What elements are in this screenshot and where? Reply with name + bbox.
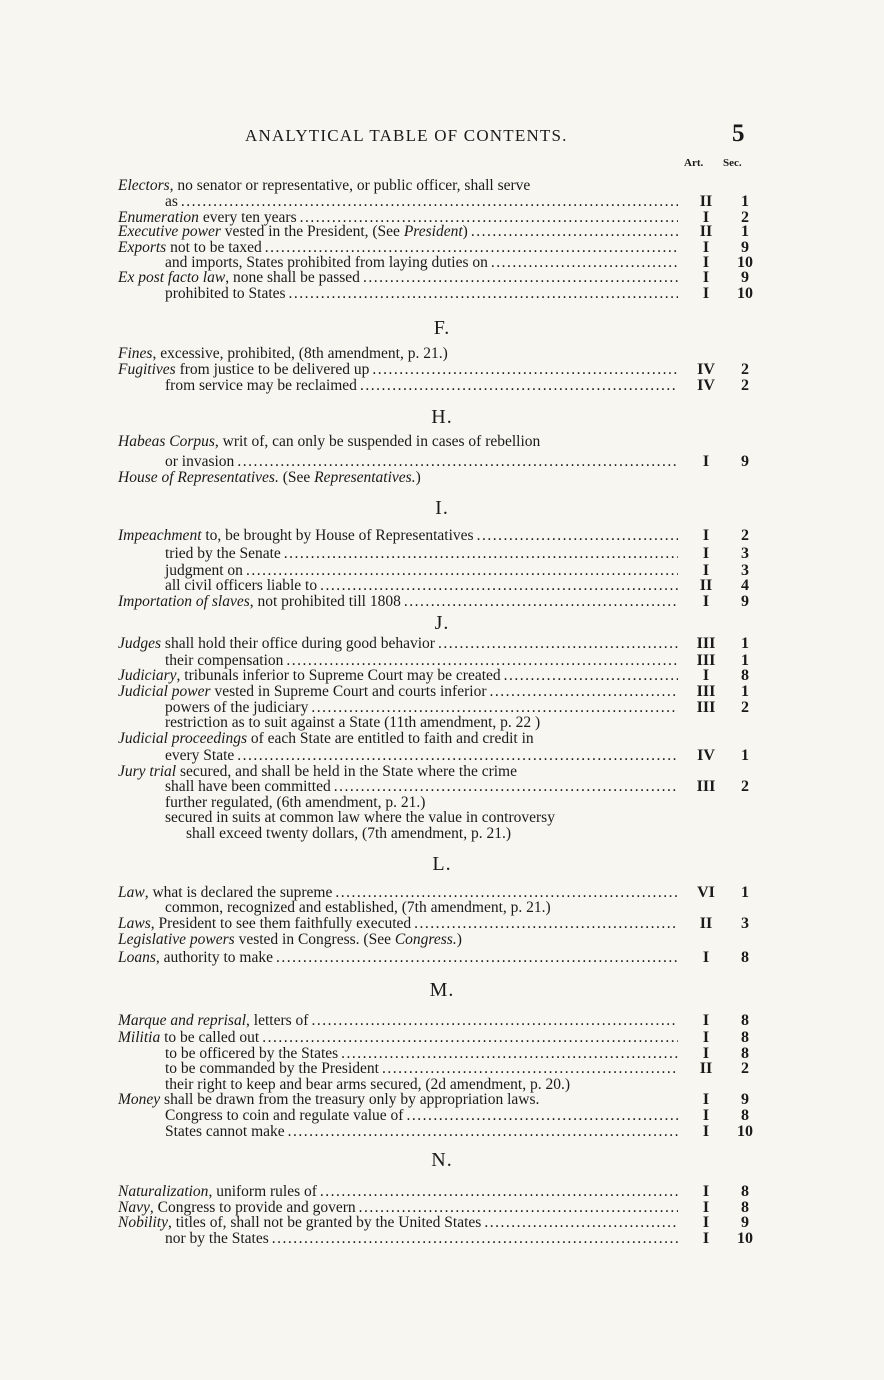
section-number: 2 — [741, 361, 749, 378]
entry-term: Electors — [118, 178, 170, 194]
section-number: 8 — [741, 667, 749, 684]
section-number: 8 — [741, 1107, 749, 1124]
entry-text — [0, 1092, 678, 1108]
entry-description: vested in Supreme Court and courts inferior — [210, 684, 487, 700]
article-number: I — [702, 1123, 710, 1140]
entry-description: and imports, States prohibited from laying duties on — [165, 255, 488, 271]
toc-entry-militia — [0, 1030, 884, 1046]
toc-entry-jury-4 — [0, 810, 884, 826]
entry-term: Marque and reprisal — [118, 1013, 247, 1029]
entry-text — [0, 563, 678, 579]
dot-leader — [471, 224, 678, 240]
entry-description: every ten years — [198, 210, 297, 226]
section-number: 9 — [741, 1091, 749, 1108]
dot-leader — [262, 1030, 678, 1046]
article-number: IV — [697, 747, 715, 764]
entry-description: to be commanded by the President — [165, 1061, 379, 1077]
entry-description: , tribunals inferior to Supreme Court may be created — [176, 668, 501, 684]
entry-cross-reference: President — [403, 224, 463, 240]
article-number: I — [702, 239, 710, 256]
entry-term: Judges — [118, 636, 162, 652]
entry-description: , President to see them faithfully executed — [150, 916, 412, 932]
toc-entry-habeas-2 — [0, 454, 884, 470]
dot-leader — [491, 255, 678, 271]
section-number: 1 — [741, 683, 749, 700]
toc-entry-fugitives-2 — [0, 378, 884, 394]
entry-description: common, recognized and established, (7th amendment, p. 21.) — [165, 900, 551, 916]
toc-entry-impeachment — [0, 528, 884, 544]
entry-description-end: ) — [462, 224, 468, 240]
article-number: III — [696, 683, 716, 700]
article-number: VI — [697, 884, 715, 901]
article-number: I — [702, 1107, 710, 1124]
entry-term: Money — [118, 1092, 161, 1108]
entry-text — [0, 1077, 678, 1093]
toc-entry-jury — [0, 764, 884, 780]
article-number: III — [696, 778, 716, 795]
toc-entry-nobility — [0, 1215, 884, 1231]
entry-text — [0, 916, 678, 932]
article-number: I — [702, 545, 710, 562]
dot-leader — [246, 563, 678, 579]
entry-description: further regulated, (6th amendment, p. 21.) — [165, 795, 426, 811]
article-number: I — [702, 1199, 710, 1216]
section-number: 1 — [741, 223, 749, 240]
section-number: 9 — [741, 593, 749, 610]
entry-text — [0, 378, 678, 394]
dot-leader — [438, 636, 678, 652]
section-number: 1 — [741, 884, 749, 901]
section-number: 1 — [741, 652, 749, 669]
entry-text — [0, 270, 678, 286]
entry-description: their right to keep and bear arms secured, (2d amendment, p. 20.) — [165, 1077, 571, 1093]
entry-term: Laws — [118, 916, 151, 932]
dot-leader — [334, 779, 678, 795]
dot-leader — [335, 885, 678, 901]
entry-description: shall be drawn from the treasury only by appropriation laws. — [160, 1092, 540, 1108]
entry-term: Impeachment — [118, 528, 202, 544]
entry-description: shall hold their office during good behavior — [161, 636, 435, 652]
entry-text — [0, 346, 678, 362]
toc-entry-naturalization — [0, 1184, 884, 1200]
entry-description-end: ) — [456, 932, 462, 948]
toc-entry-electors-2 — [0, 194, 884, 210]
entry-description: shall have been committed — [165, 779, 331, 795]
dot-leader — [311, 700, 678, 716]
entry-text — [0, 764, 678, 780]
entry-text — [0, 255, 678, 271]
entry-text — [0, 286, 678, 302]
section-number: 2 — [741, 209, 749, 226]
toc-entry-money-3 — [0, 1124, 884, 1140]
entry-term: Naturalization — [118, 1184, 209, 1200]
entry-description: , Congress to provide and govern — [149, 1200, 356, 1216]
toc-entry-impeachment-2 — [0, 546, 884, 562]
section-number: 1 — [741, 635, 749, 652]
section-number: 1 — [741, 193, 749, 210]
section-number: 2 — [741, 1060, 749, 1077]
entry-term: Fines — [118, 346, 153, 362]
entry-term: Judiciary — [118, 668, 177, 684]
entry-description: , not prohibited till 1808 — [249, 594, 401, 610]
entry-description: to be called out — [160, 1030, 260, 1046]
entry-text — [0, 826, 678, 842]
toc-entry-militia-2 — [0, 1046, 884, 1062]
entry-text — [0, 362, 678, 378]
entry-description: prohibited to States — [165, 286, 286, 302]
entry-description: from justice to be delivered up — [175, 362, 370, 378]
section-letter-m: M. — [429, 979, 455, 1001]
entry-description: as — [165, 194, 178, 210]
section-number: 9 — [741, 1214, 749, 1231]
article-number: I — [702, 527, 710, 544]
dot-leader — [289, 286, 678, 302]
article-number: I — [702, 1214, 710, 1231]
entry-description: nor by the States — [165, 1231, 269, 1247]
toc-entry-nobility-2 — [0, 1231, 884, 1247]
section-number: 2 — [741, 527, 749, 544]
toc-entry-impeachment-4 — [0, 578, 884, 594]
toc-entry-law — [0, 885, 884, 901]
dot-leader — [237, 748, 678, 764]
dot-leader — [265, 240, 678, 256]
entry-cross-reference: Representatives. — [314, 470, 416, 486]
dot-leader — [341, 1046, 678, 1062]
dot-leader — [489, 684, 678, 700]
toc-entry-militia-3 — [0, 1061, 884, 1077]
entry-text — [0, 224, 678, 240]
entry-term: Nobility — [118, 1215, 168, 1231]
entry-description: vested in the President, (See — [220, 224, 404, 240]
entry-text — [0, 779, 678, 795]
entry-text — [0, 700, 678, 716]
toc-entry-judges-2 — [0, 653, 884, 669]
section-number: 10 — [737, 1123, 753, 1140]
section-number: 2 — [741, 699, 749, 716]
entry-text — [0, 470, 678, 486]
toc-entry-judicial-proc — [0, 731, 884, 747]
article-number: III — [696, 699, 716, 716]
entry-text — [0, 636, 678, 652]
section-letter-n: N. — [431, 1149, 453, 1171]
entry-text — [0, 454, 678, 470]
page-number: 5 — [732, 120, 745, 147]
dot-leader — [320, 578, 678, 594]
dot-leader — [276, 950, 678, 966]
article-number: I — [702, 1029, 710, 1046]
entry-text — [0, 578, 678, 594]
toc-entry-electors-1 — [0, 178, 884, 194]
toc-entry-judicial-power — [0, 684, 884, 700]
dot-leader — [406, 1108, 678, 1124]
section-number: 2 — [741, 377, 749, 394]
section-number: 8 — [741, 1029, 749, 1046]
entry-text — [0, 1124, 678, 1140]
entry-term: Judicial proceedings — [118, 731, 247, 747]
entry-description: tried by the Senate — [165, 546, 281, 562]
toc-entry-law-2 — [0, 900, 884, 916]
entry-term: Ex post facto law — [118, 270, 226, 286]
entry-text — [0, 1215, 678, 1231]
entry-term: Law — [118, 885, 145, 901]
article-number: I — [702, 1045, 710, 1062]
entry-text — [0, 1030, 678, 1046]
entry-description: secured, and shall be held in the State where the crime — [176, 764, 517, 780]
entry-description: judgment on — [165, 563, 243, 579]
toc-entry-jury-5 — [0, 826, 884, 842]
entry-term: Fugitives — [118, 362, 176, 378]
entry-description: , authority to make — [155, 950, 273, 966]
entry-description: , letters of — [246, 1013, 309, 1029]
entry-description: shall exceed twenty dollars, (7th amendment, p. 21.) — [186, 826, 511, 842]
entry-term: Exports — [118, 240, 167, 256]
entry-text — [0, 668, 678, 684]
entry-text — [0, 810, 678, 826]
entry-text — [0, 795, 678, 811]
dot-leader — [284, 546, 678, 562]
toc-entry-jury-3 — [0, 795, 884, 811]
toc-entry-money-2 — [0, 1108, 884, 1124]
dot-leader — [359, 1200, 678, 1216]
dot-leader — [286, 653, 678, 669]
dot-leader — [288, 1124, 678, 1140]
article-number: I — [702, 1230, 710, 1247]
section-number: 10 — [737, 285, 753, 302]
toc-entry-judicial-proc-2 — [0, 748, 884, 764]
toc-entry-navy — [0, 1200, 884, 1216]
entry-description-end: ) — [415, 470, 421, 486]
article-number: I — [702, 1012, 710, 1029]
entry-term: Legislative powers — [118, 932, 235, 948]
entry-description: , uniform rules of — [208, 1184, 317, 1200]
dot-leader — [484, 1215, 678, 1231]
entry-text — [0, 715, 678, 731]
toc-entry-money — [0, 1092, 884, 1108]
toc-entry-laws — [0, 916, 884, 932]
article-number: IV — [697, 361, 715, 378]
dot-leader — [477, 528, 678, 544]
toc-entry-jury-2 — [0, 779, 884, 795]
section-number: 3 — [741, 545, 749, 562]
entry-text — [0, 1200, 678, 1216]
dot-leader — [311, 1013, 678, 1029]
entry-term: Jury trial — [118, 764, 177, 780]
section-number: 8 — [741, 949, 749, 966]
section-letter-i: I. — [435, 497, 449, 519]
section-number: 3 — [741, 562, 749, 579]
entry-description: their compensation — [165, 653, 284, 669]
entry-text — [0, 932, 678, 948]
toc-entry-marque — [0, 1013, 884, 1029]
article-number: I — [702, 453, 710, 470]
entry-description: to be officered by the States — [165, 1046, 339, 1062]
column-header-sec: Sec. — [723, 157, 742, 169]
entry-text — [0, 178, 678, 194]
entry-cross-reference: Congress. — [394, 932, 457, 948]
section-number: 10 — [737, 254, 753, 271]
toc-entry-executive-power — [0, 224, 884, 240]
entry-text — [0, 900, 678, 916]
entry-text — [0, 950, 678, 966]
section-letter-j: J. — [434, 612, 450, 634]
article-number: I — [702, 254, 710, 271]
section-letter-f: F. — [433, 317, 451, 339]
toc-entry-fugitives — [0, 362, 884, 378]
section-number: 1 — [741, 747, 749, 764]
entry-description: powers of the judiciary — [165, 700, 309, 716]
entry-text — [0, 1061, 678, 1077]
dot-leader — [382, 1061, 678, 1077]
entry-description: , none shall be passed — [225, 270, 360, 286]
entry-text — [0, 1231, 678, 1247]
article-number: I — [702, 1183, 710, 1200]
toc-entry-fines — [0, 346, 884, 362]
article-number: I — [702, 285, 710, 302]
entry-text — [0, 434, 678, 450]
entry-term: House of Representatives. — [118, 470, 279, 486]
entry-text — [0, 594, 678, 610]
dot-leader — [272, 1231, 678, 1247]
dot-leader — [237, 454, 678, 470]
entry-term: Habeas Corpus — [118, 434, 215, 450]
entry-text — [0, 684, 678, 700]
entry-text — [0, 1046, 678, 1062]
dot-leader — [504, 668, 678, 684]
entry-description: , titles of, shall not be granted by the United States — [167, 1215, 482, 1231]
toc-entry-exports-2 — [0, 255, 884, 271]
section-number: 9 — [741, 453, 749, 470]
section-number: 3 — [741, 915, 749, 932]
entry-text — [0, 1184, 678, 1200]
entry-text — [0, 546, 678, 562]
entry-text — [0, 653, 678, 669]
section-number: 8 — [741, 1183, 749, 1200]
section-number: 8 — [741, 1012, 749, 1029]
toc-entry-impeachment-3 — [0, 563, 884, 579]
dot-leader — [320, 1184, 678, 1200]
entry-text — [0, 1013, 678, 1029]
page-title: ANALYTICAL TABLE OF CONTENTS. — [245, 126, 568, 145]
entry-description: from service may be reclaimed — [165, 378, 357, 394]
article-number: I — [702, 209, 710, 226]
toc-entry-judicial-power-2 — [0, 700, 884, 716]
column-header-art: Art. — [684, 157, 704, 169]
article-number: II — [699, 193, 713, 210]
entry-text — [0, 885, 678, 901]
section-number: 8 — [741, 1199, 749, 1216]
entry-description: , no senator or representative, or public officer, shall serve — [169, 178, 531, 194]
entry-term: Enumeration — [118, 210, 199, 226]
section-number: 10 — [737, 1230, 753, 1247]
toc-entry-loans — [0, 950, 884, 966]
article-number: IV — [697, 377, 715, 394]
entry-text — [0, 731, 678, 747]
entry-description: or invasion — [165, 454, 235, 470]
entry-description: every State — [165, 748, 235, 764]
entry-text — [0, 240, 678, 256]
entry-description: vested in Congress. (See — [234, 932, 395, 948]
entry-description: secured in suits at common law where the value in controversy — [165, 810, 555, 826]
entry-text — [0, 1108, 678, 1124]
toc-entry-legislative — [0, 932, 884, 948]
article-number: III — [696, 635, 716, 652]
toc-entry-judicial-power-3 — [0, 715, 884, 731]
entry-description: , what is declared the supreme — [144, 885, 333, 901]
section-number: 4 — [741, 577, 749, 594]
page-header — [0, 120, 884, 156]
toc-entry-ex-post-facto — [0, 270, 884, 286]
section-number: 9 — [741, 239, 749, 256]
dot-leader — [372, 362, 678, 378]
toc-entry-house — [0, 470, 884, 486]
dot-leader — [360, 378, 678, 394]
entry-description: (See — [278, 470, 315, 486]
entry-description: of each State are entitled to faith and credit in — [247, 731, 534, 747]
article-number: III — [696, 652, 716, 669]
article-number: I — [702, 269, 710, 286]
entry-text — [0, 748, 678, 764]
entry-description: , writ of, can only be suspended in cases of rebellion — [214, 434, 541, 450]
entry-description: , excessive, prohibited, (8th amendment, p. 21.) — [152, 346, 448, 362]
article-number: I — [702, 562, 710, 579]
entry-term: Loans — [118, 950, 156, 966]
toc-entry-ex-post-facto-2 — [0, 286, 884, 302]
article-number: II — [699, 1060, 713, 1077]
article-number: I — [702, 667, 710, 684]
entry-description: Congress to coin and regulate value of — [165, 1108, 404, 1124]
entry-description: to, be brought by House of Representatives — [201, 528, 474, 544]
entry-text — [0, 528, 678, 544]
section-number: 9 — [741, 269, 749, 286]
entry-description: restriction as to suit against a State (11th amendment, p. 22 ) — [165, 715, 541, 731]
entry-term: Militia — [118, 1030, 161, 1046]
entry-term: Executive power — [118, 224, 221, 240]
dot-leader — [414, 916, 678, 932]
entry-description: all civil officers liable to — [165, 578, 318, 594]
toc-entry-judges — [0, 636, 884, 652]
section-number: 8 — [741, 1045, 749, 1062]
article-number: I — [702, 593, 710, 610]
entry-term: Importation of slaves — [118, 594, 250, 610]
article-number: I — [702, 949, 710, 966]
toc-entry-habeas-1 — [0, 434, 884, 450]
toc-entry-importation — [0, 594, 884, 610]
entry-description: not to be taxed — [166, 240, 262, 256]
dot-leader — [404, 594, 678, 610]
article-number: II — [699, 577, 713, 594]
toc-entry-militia-4 — [0, 1077, 884, 1093]
article-number: I — [702, 1091, 710, 1108]
entry-term: Navy — [118, 1200, 150, 1216]
dot-leader — [181, 194, 678, 210]
toc-entry-judiciary — [0, 668, 884, 684]
entry-term: Judicial power — [118, 684, 211, 700]
article-number: II — [699, 223, 713, 240]
section-number: 2 — [741, 778, 749, 795]
entry-text — [0, 194, 678, 210]
section-letter-l: L. — [432, 853, 452, 875]
article-number: II — [699, 915, 713, 932]
dot-leader — [363, 270, 678, 286]
section-letter-h: H. — [431, 406, 453, 428]
entry-description: States cannot make — [165, 1124, 285, 1140]
